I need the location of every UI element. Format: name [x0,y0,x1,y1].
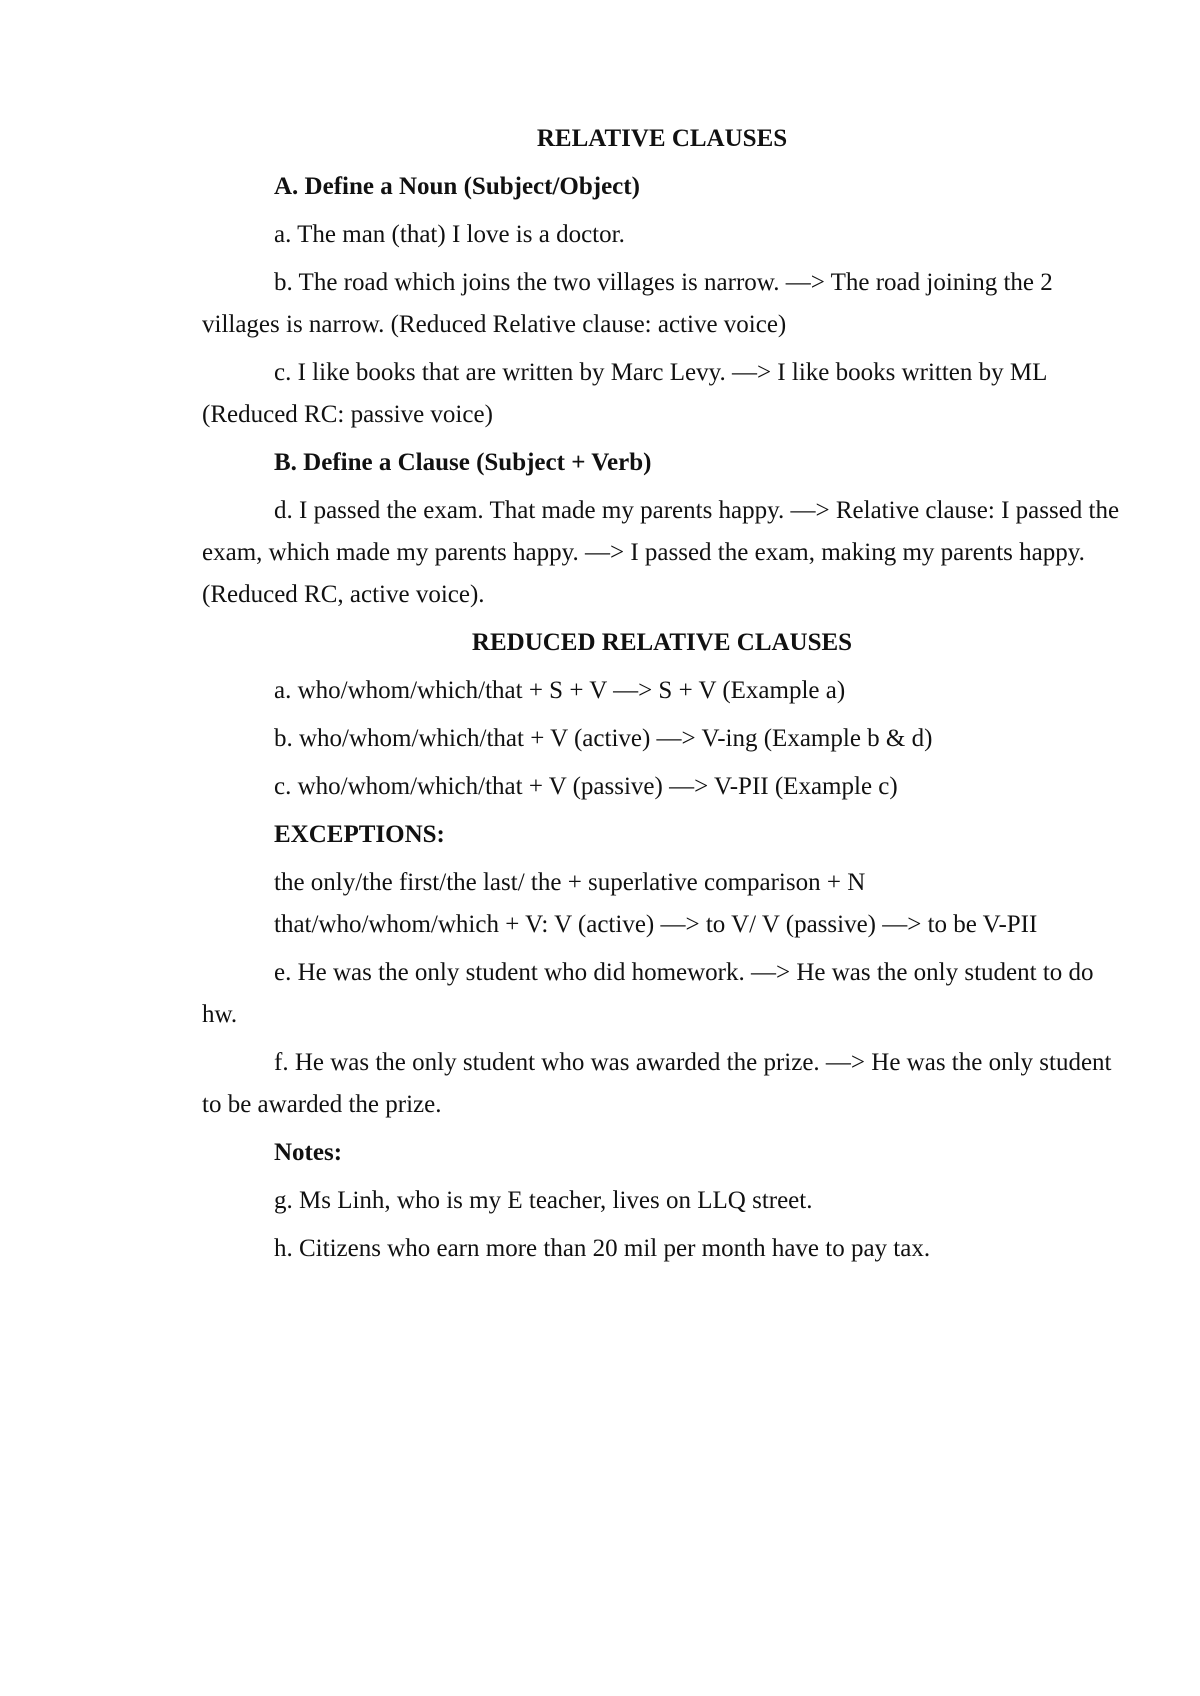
exception-line-2: that/who/whom/which + V: V (active) —> to V/ V (passive) —> to be V-PII [274,911,1038,938]
section-a-heading: A. Define a Noun (Subject/Object) [274,173,640,200]
rule-b: b. who/whom/which/that + V (active) —> V-ing (Example b & d) [274,725,933,752]
reduced-relative-clauses-heading: REDUCED RELATIVE CLAUSES [471,629,853,656]
example-a: a. The man (that) I love is a doctor. [274,221,625,248]
document-body [202,118,1122,1276]
notes-heading: Notes: [274,1139,343,1166]
exceptions-heading: EXCEPTIONS: [274,821,445,848]
example-d: d. I passed the exam. That made my parents happy. —> Relative clause: I passed the exam, which made my parents happy. —> I passed the exam, making my parents happy. (Reduced RC, active voice). [202,497,1120,608]
rule-a: a. who/whom/which/that + S + V —> S + V (Example a) [274,677,846,704]
example-e: e. He was the only student who did homework. —> He was the only student to do hw. [202,959,1094,1028]
section-b-heading: B. Define a Clause (Subject + Verb) [274,449,652,476]
rule-c: c. who/whom/which/that + V (passive) —> V-PII (Example c) [274,773,898,800]
example-b: b. The road which joins the two villages is narrow. —> The road joining the 2 villages is narrow. (Reduced Relative clause: active voice) [202,269,1053,338]
example-c: c. I like books that are written by Marc Levy. —> I like books written by ML (Reduced RC: passive voice) [202,359,1047,428]
document-title: RELATIVE CLAUSES [536,125,788,152]
exception-line-1: the only/the first/the last/ the + superlative comparison + N [274,869,866,896]
example-h: h. Citizens who earn more than 20 mil per month have to pay tax. [274,1235,931,1262]
example-g: g. Ms Linh, who is my E teacher, lives on LLQ street. [274,1187,813,1214]
example-f: f. He was the only student who was awarded the prize. —> He was the only student to be awarded the prize. [202,1049,1112,1118]
